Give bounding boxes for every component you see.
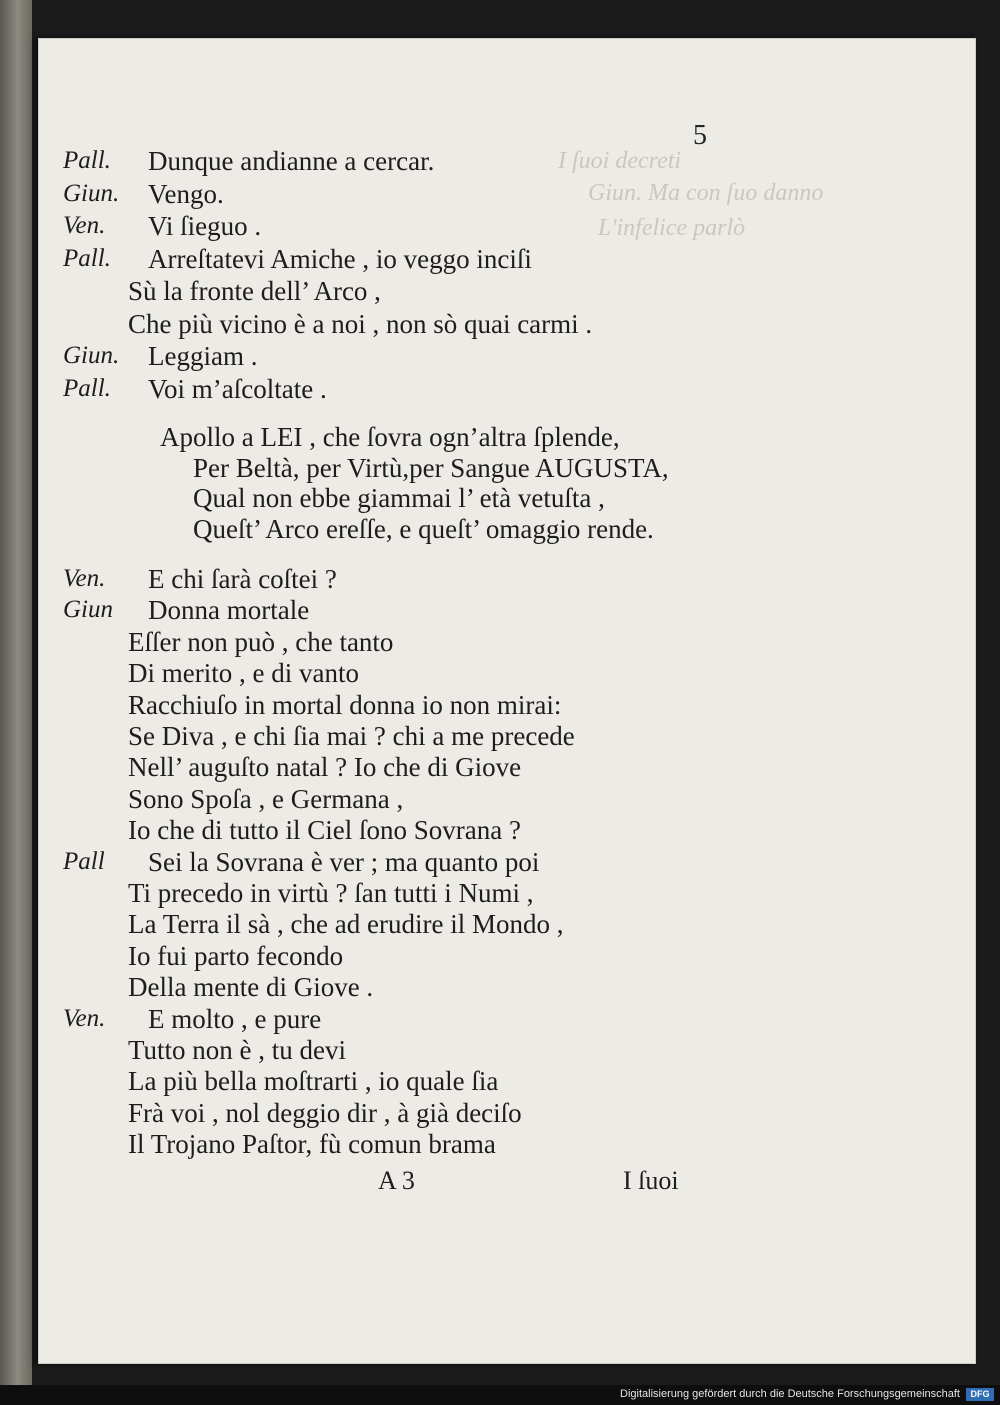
- verse-text: Sei la Sovrana è ver ; ma quanto poi: [148, 846, 540, 877]
- verse-text: Il Trojano Paſtor, fù comun brama: [128, 1129, 496, 1160]
- speaker-label: Pall.: [63, 374, 111, 402]
- inscription-line: Apollo a LEI , che ſovra ogn’altra ſplende,: [160, 422, 620, 452]
- speaker-label: Pall.: [63, 147, 111, 174]
- verse-text: Donna mortale: [148, 595, 310, 626]
- verse-text: Vengo.: [148, 178, 224, 209]
- verse-text: Eſſer non può , che tanto: [128, 626, 394, 657]
- funding-credit: Digitalisierung gefördert durch die Deutsche Forschungsgemeinschaft: [620, 1388, 960, 1400]
- speaker-label: Ven.: [63, 212, 106, 239]
- verse-text: Di merito , e di vanto: [128, 658, 359, 689]
- speaker-label: Pall: [63, 847, 105, 875]
- verse-text: Tutto non è , tu devi: [128, 1035, 347, 1065]
- verse-text: Dunque andianne a cercar.: [148, 146, 435, 176]
- verse-text: Se Diva , e chi ſia mai ? chi a me precede: [128, 721, 575, 751]
- verse-text: La più bella moſtrarti , io quale ſia: [128, 1066, 499, 1097]
- inscription-line: Per Beltà, per Virtù,per Sangue AUGUSTA,: [193, 452, 669, 483]
- speaker-label: Giun: [63, 596, 113, 624]
- speaker-label: Ven.: [63, 1004, 106, 1032]
- dfg-logo: DFG: [966, 1388, 994, 1401]
- verse-text: Frà voi , nol deggio dir , à già deciſo: [128, 1097, 522, 1128]
- verse-text: E molto , e pure: [148, 1003, 322, 1034]
- verse-text: Io che di tutto il Ciel ſono Sovrana ?: [128, 815, 521, 846]
- catchword: I ſuoi: [623, 1166, 679, 1195]
- speaker-label: Ven.: [63, 565, 106, 592]
- speaker-label: Giun.: [63, 179, 120, 207]
- verse-text: Della mente di Giove .: [128, 972, 374, 1003]
- show-through-text: I ſuoi decreti: [558, 148, 682, 174]
- speaker-label: Giun.: [63, 342, 120, 369]
- speaker-label: Pall.: [63, 244, 111, 272]
- verse-text: Leggiam .: [148, 341, 258, 371]
- verse-text: Racchiuſo in mortal donna io non mirai:: [128, 689, 562, 720]
- verse-text: Voi m’aſcoltate .: [148, 373, 327, 404]
- verse-text: Sù la fronte dell’ Arco ,: [128, 276, 381, 306]
- verse-text: Nell’ auguſto natal ? Io che di Giove: [128, 752, 522, 783]
- page-number: 5: [693, 120, 707, 151]
- show-through-text: L'infelice parlò: [598, 215, 746, 241]
- previous-page-edge: [0, 0, 34, 1385]
- verse-text: Ti precedo in virtù ? ſan tutti i Numi ,: [128, 878, 534, 908]
- verse-text: Arreſtatevi Amiche , io veggo inciſi: [148, 243, 532, 274]
- inscription-line: Qual non ebbe giammai l’ età vetuſta ,: [193, 483, 605, 513]
- verse-text: Vi ſieguo .: [148, 211, 262, 241]
- verse-text: La Terra il sà , che ad erudire il Mondo ,: [128, 909, 564, 940]
- verse-text: Che più vicino è a noi , non sò quai carmi .: [128, 308, 593, 339]
- inscription-line: Queſt’ Arco ereſſe, e queſt’ omaggio rende.: [193, 513, 654, 544]
- verse-text: E chi ſarà coſtei ?: [148, 564, 337, 594]
- verse-text: Sono Spoſa , e Germana ,: [128, 783, 404, 814]
- verse-text: Io fui parto fecondo: [128, 940, 344, 971]
- signature-mark: A 3: [378, 1166, 415, 1195]
- show-through-text: Giun. Ma con ſuo danno: [588, 180, 824, 206]
- credit-bar: [0, 1385, 1000, 1405]
- book-page: [38, 38, 976, 1364]
